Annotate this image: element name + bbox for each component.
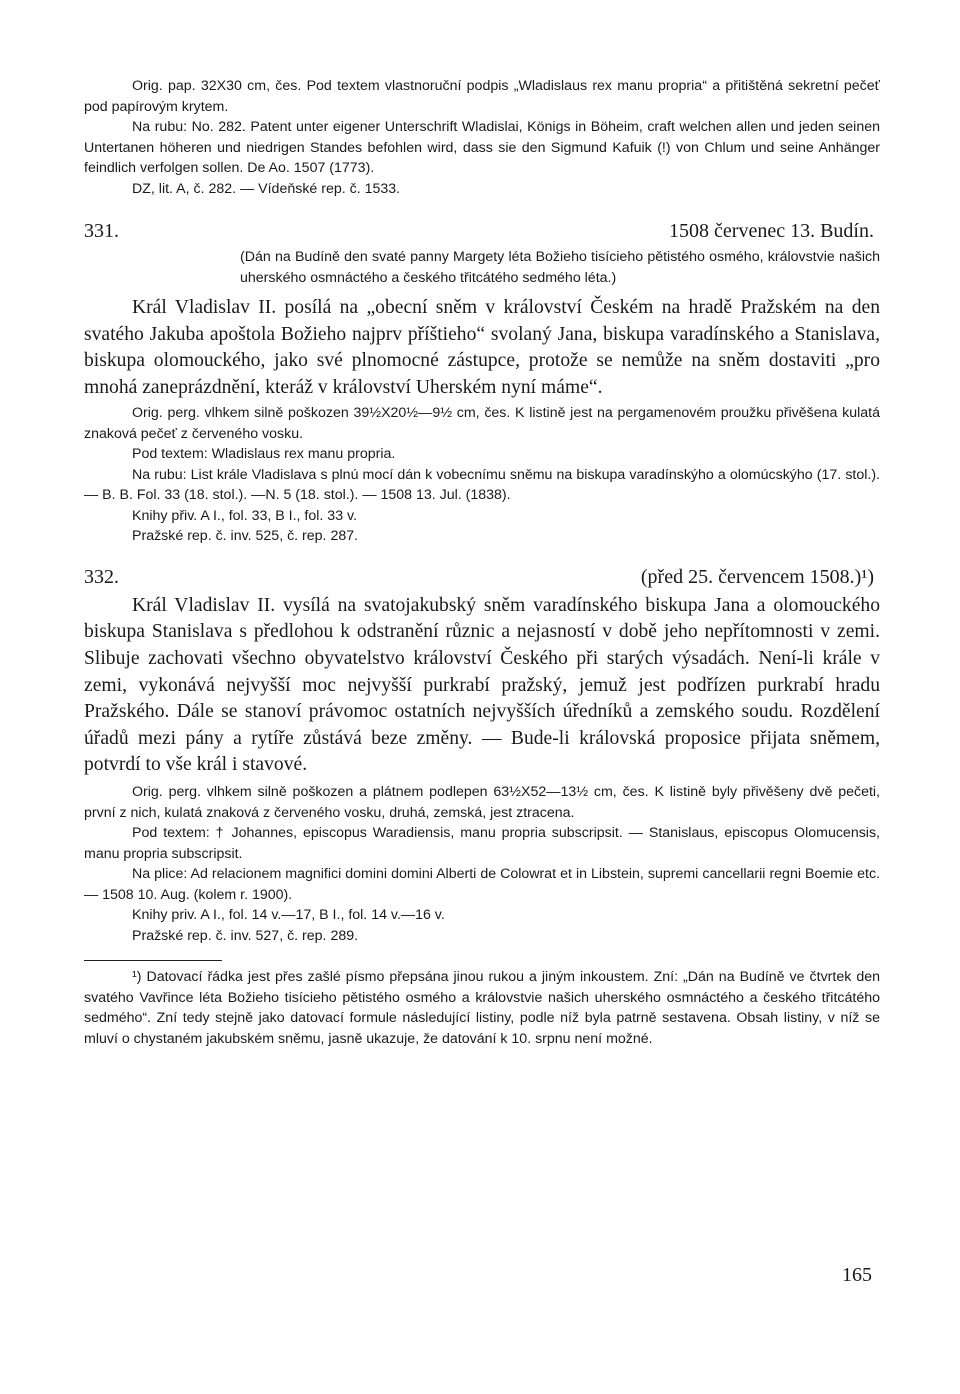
note-plica: Na plice: Ad relacionem magnifici domini domini Alberti de Colowrat et in Libstein, supremi cancellarii regni Boemie etc. — 1508 10. Aug. (kolem r. 1900). — [84, 866, 880, 903]
note-verso: Na rubu: List krále Vladislava s plnú mocí dán k vobecnímu sněmu na biskupa varadínskýho a olomúcskýho (17. stol.). — B. B. Fol. 33 (18. stol.). —N. 5 (18. stol.). — 1508 13. Jul. (1838). — [84, 466, 880, 504]
note-repertory: Pražské rep. č. inv. 527, č. rep. 289. — [132, 927, 359, 944]
entry-number: 332. — [84, 565, 119, 588]
note-under-text: Pod textem: Wladislaus rex manu propria. — [132, 446, 396, 463]
entry-date: (před 25. červencem 1508.)¹) — [640, 565, 874, 588]
footnote: ¹) Datovací řádka jest přes zašlé písmo přepsána jinou rukou a jiným inkoustem. Zní: „Dán na Budíně ve čtvrtek den svatého Vavřince léta Božieho tisícieho pětistého osmého a královstvie našich uherského osmnáctého a českého třitcátého sedmého“. Zní tedy stejně jako datovací formule následující listiny, podle níž byla patrně sestavena. Obsah listiny, v níž se mluví o chystaném jakubském sněmu, jasně ukazuje, že datování k 10. srpnu není možné. — [84, 969, 880, 1047]
note-original: Orig. pap. 32X30 cm, čes. Pod textem vlastnoruční podpis „Wladislaus rex manu propria“ a přitištěná sekretní pečeť pod papírovým krytem. — [84, 78, 880, 115]
document-page — [84, 76, 880, 1049]
note-original: Orig. perg. vlhkem silně poškozen a plátnem podlepen 63½X52—13½ cm, čes. K listině byly přivěšeny dvě pečeti, první z nich, kulatá znaková z červeného vosku, druhá, zemská, jest ztracena. — [84, 784, 880, 821]
note-books: Knihy priv. A I., fol. 14 v.—17, B I., fol. 14 v.—16 v. — [132, 907, 445, 924]
entry-number: 331. — [84, 220, 119, 242]
note-books: Knihy přiv. A I., fol. 33, B I., fol. 33 v. — [132, 507, 358, 524]
entry-summary: Král Vladislav II. posílá na „obecní sněm v království Českém na hradě Pražském na den svatého Jakuba apoštola Božieho najprv příštieho“ svolaný Jana, biskupa varadínského a Stanislava, biskupa olomouckého, jako své plnomocné zástupce, protože se nemůže na sněm dostaviti „pro mnohá zaneprázdnění, kteráž v království Uherském nyní máme“. — [84, 297, 880, 398]
note-under-text: Pod textem: † Johannes, episcopus Waradiensis, manu propria subscripsit. — Stanislaus, episcopus Olomucensis, manu propria subscripsit. — [84, 825, 880, 862]
previous-entry-notes — [84, 76, 880, 199]
entry-header — [84, 566, 880, 592]
dating-note: (Dán na Budíně den svaté panny Margety léta Božieho tisícieho pětistého osmého, královstvie našich uherského osmnáctého a českého třitcátého sedmého léta.) — [240, 249, 880, 286]
entry-332 — [84, 566, 880, 946]
entry-header — [84, 220, 880, 246]
page-number: 165 — [842, 1264, 872, 1286]
entry-331 — [84, 220, 880, 547]
note-verso: Na rubu: No. 282. Patent unter eigener Unterschrift Wladislai, Königs in Böheim, craft welchen allen und jeden seinen Untertanen höheren und niedrigen Standes befohlen wird, dass sie den Sigmund Kafuik (!) von Chlum und seine Anhänger feindlich verfolgen sollen. De Ao. 1507 (1773). — [84, 119, 880, 176]
entry-summary: Král Vladislav II. vysílá na svatojakubský sněm varadínského biskupa Jana a olomouckého biskupa Stanislava s předlohou k odstranění různic a nejasností v době jeho nepřítomnosti v zemi. Slibuje zachovati všechno obyvatelstvo království Českého při starých výsadách. Není-li krále v zemi, vykonává nejvyšší moc nejvyšší purkrabí pražský, jemuž jest podřízen purkrabí hradu Pražského. Dále se stanoví právomoc ostatních nejvyšších úředníků a zemského soudu. Rozdělení úřadů mezi pány a rytíře zůstává beze změny. — Bude-li královská proposice přijata sněmem, potvrdí to vše král i stavové. — [84, 594, 880, 776]
note-original: Orig. perg. vlhkem silně poškozen 39½X20½—9½ cm, čes. K listině jest na pergamenovém proužku přivěšena kulatá znaková pečeť z červeného vosku. — [84, 405, 880, 442]
entry-date: 1508 červenec 13. Budín. — [669, 220, 874, 242]
note-repertory: Pražské rep. č. inv. 525, č. rep. 287. — [132, 528, 359, 545]
note-references: DZ, lit. A, č. 282. — Vídeňské rep. č. 1533. — [132, 180, 401, 197]
footnotes — [84, 960, 880, 1049]
footnote-divider — [84, 960, 222, 961]
